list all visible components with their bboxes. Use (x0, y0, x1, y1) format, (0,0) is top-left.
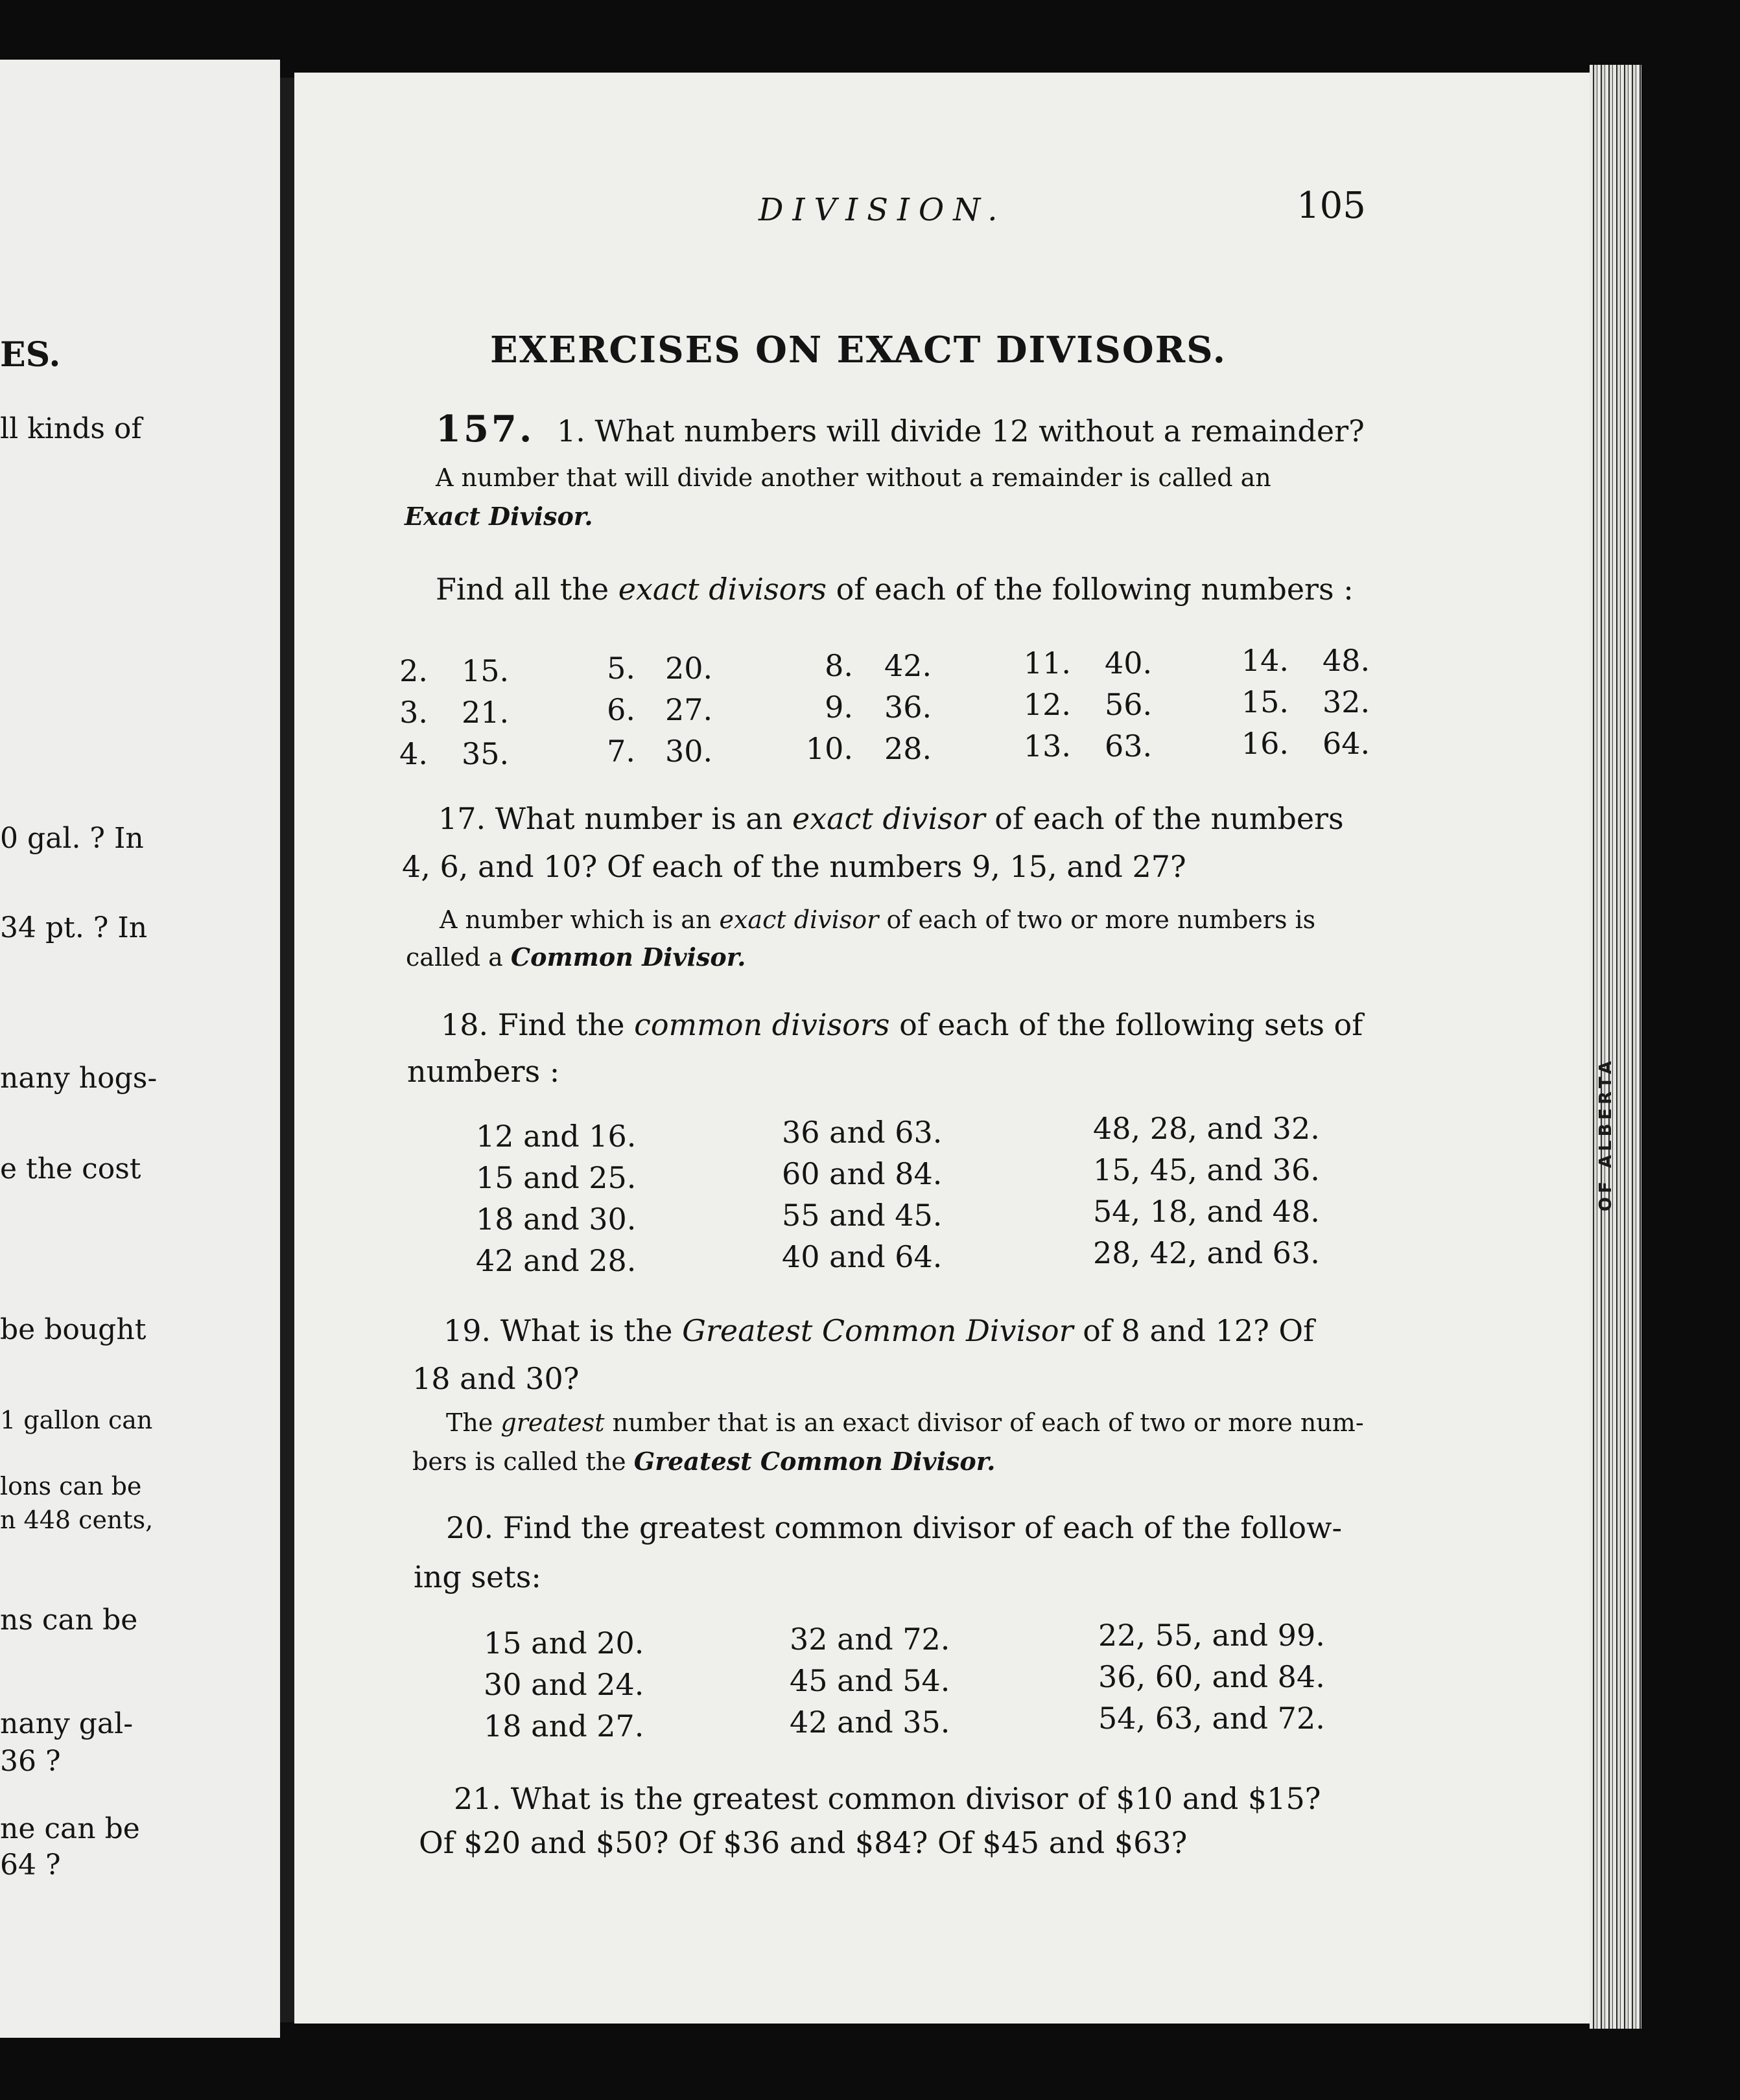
exercise-number: 6. (607, 692, 635, 727)
exercise-number: 5. (607, 651, 635, 686)
exercise-number: 14. (1241, 643, 1289, 678)
instruction-text: Find all the (436, 572, 618, 607)
left-fragment: 36 ? (0, 1745, 61, 1778)
set-item: 48, 28, and 32. (1093, 1111, 1320, 1146)
question-text: of each of the following sets of (889, 1007, 1363, 1042)
question-text: 17. What number is an (438, 801, 792, 836)
left-fragment: n 448 cents, (0, 1506, 154, 1534)
left-page (0, 60, 280, 2038)
article-number: 157. (436, 408, 535, 450)
set-item: 42 and 28. (476, 1243, 637, 1278)
question-term: common divisors (634, 1007, 890, 1042)
left-fragment: e the cost (0, 1152, 141, 1185)
question-20: 20. Find the greatest common divisor of each of the follow- (446, 1510, 1343, 1545)
exercise-value: 20. (665, 651, 713, 686)
question-19-line-2: 18 and 30? (412, 1361, 580, 1396)
note-17 (440, 907, 1315, 932)
exercise-value: 63. (1105, 729, 1153, 764)
running-head: DIVISION. (758, 192, 1007, 228)
exercise-value: 42. (884, 648, 932, 683)
note-text: A number which is an (440, 905, 720, 934)
question-text: 19. What is the (443, 1313, 683, 1348)
term-greatest-common-divisor: Greatest Common Divisor. (633, 1447, 996, 1476)
set-item: 30 and 24. (484, 1667, 644, 1702)
exercise-value: 64. (1323, 726, 1370, 761)
section-title: EXERCISES ON EXACT DIVISORS. (490, 329, 1227, 371)
question-18-line-2: numbers : (407, 1054, 560, 1089)
question-1 (436, 408, 1365, 450)
note-text: The (446, 1408, 501, 1437)
left-fragment: lons can be (0, 1472, 142, 1500)
set-item: 22, 55, and 99. (1098, 1618, 1325, 1653)
set-item: 36, 60, and 84. (1098, 1659, 1325, 1694)
set-item: 15, 45, and 36. (1093, 1152, 1320, 1187)
left-fragment: be bought (0, 1313, 147, 1346)
exercise-value: 40. (1105, 646, 1153, 681)
question-21: 21. What is the greatest common divisor of $10 and $15? (454, 1781, 1321, 1816)
exercise-number: 4. (399, 736, 428, 771)
question-text: 18. Find the (441, 1007, 635, 1042)
question-term: Greatest Common Divisor (682, 1313, 1074, 1348)
question-17 (438, 801, 1344, 836)
set-item: 12 and 16. (476, 1119, 637, 1154)
exercise-value: 35. (462, 736, 510, 771)
set-item: 28, 42, and 63. (1093, 1235, 1320, 1270)
note-19-line-2 (412, 1449, 996, 1474)
set-item: 54, 63, and 72. (1098, 1701, 1325, 1736)
exercise-value: 21. (462, 695, 510, 730)
term-exact-divisor: Exact Divisor. (405, 502, 593, 531)
left-fragment: ll kinds of (0, 412, 142, 445)
set-item: 32 and 72. (790, 1622, 950, 1657)
exercise-number: 11. (1023, 646, 1071, 681)
exercise-value: 27. (665, 692, 713, 727)
set-item: 45 and 54. (790, 1663, 950, 1698)
note-text: of each of two or more numbers is (878, 905, 1316, 934)
question-text: of each of the numbers (985, 801, 1344, 836)
note-line: A number that will divide another without a remainder is called an (436, 463, 1271, 492)
left-fragment: 1 gallon can (0, 1406, 153, 1434)
set-item: 60 and 84. (782, 1156, 943, 1191)
note-term: greatest (500, 1408, 605, 1437)
exercise-value: 48. (1323, 643, 1370, 678)
exercise-value: 32. (1323, 684, 1370, 719)
instruction-text: of each of the following numbers : (826, 572, 1354, 607)
set-item: 18 and 27. (484, 1709, 644, 1744)
set-item: 15 and 25. (476, 1160, 637, 1195)
question-18 (441, 1007, 1363, 1042)
question-term: exact divisor (792, 801, 985, 836)
set-item: 18 and 30. (476, 1202, 637, 1237)
left-fragment: ns can be (0, 1604, 138, 1637)
exercise-number: 3. (399, 695, 428, 730)
left-fragment: 0 gal. ? In (0, 822, 144, 855)
instruction-find-exact (436, 572, 1354, 607)
exercise-value: 28. (884, 731, 932, 766)
exercise-number: 16. (1241, 726, 1289, 761)
note-term: exact divisor (719, 905, 879, 934)
exercise-number: 8. (825, 648, 853, 683)
exercise-value: 56. (1105, 687, 1153, 722)
set-item: 54, 18, and 48. (1093, 1194, 1320, 1229)
note-17-line-2 (406, 942, 746, 972)
instruction-term: exact divisors (618, 572, 827, 607)
exercise-value: 30. (665, 734, 713, 769)
set-item: 55 and 45. (782, 1198, 943, 1233)
note-text: bers is called the (412, 1447, 634, 1476)
book-gutter (280, 78, 294, 2022)
edge-stamp: OF ALBERTA (1596, 1057, 1616, 1211)
exercise-number: 9. (825, 690, 853, 725)
exercise-number: 12. (1023, 687, 1071, 722)
note-text: called a (406, 943, 511, 972)
exercise-number: 7. (607, 734, 635, 769)
term-common-divisor: Common Divisor. (510, 942, 746, 972)
exercise-value: 36. (884, 690, 932, 725)
set-item: 36 and 63. (782, 1115, 943, 1150)
left-fragment: ES. (0, 335, 61, 375)
question-text: 1. What numbers will divide 12 without a remainder? (557, 414, 1365, 449)
exercise-value: 15. (462, 653, 510, 688)
page-number: 105 (1297, 185, 1366, 227)
left-fragment: nany hogs- (0, 1062, 158, 1095)
question-17-line-2: 4, 6, and 10? Of each of the numbers 9, 15, and 27? (402, 849, 1186, 884)
left-fragment: nany gal- (0, 1707, 134, 1740)
exercise-number: 10. (805, 731, 853, 766)
set-item: 42 and 35. (790, 1705, 950, 1740)
left-fragment: ne can be (0, 1812, 140, 1845)
exercise-number: 13. (1023, 729, 1071, 764)
question-text: of 8 and 12? Of (1073, 1313, 1315, 1348)
note-19 (446, 1410, 1364, 1435)
note-text: number that is an exact divisor of each of two or more num- (604, 1408, 1364, 1437)
set-item: 40 and 64. (782, 1239, 943, 1274)
set-item: 15 and 20. (484, 1626, 644, 1661)
question-20-line-2: ing sets: (414, 1559, 541, 1594)
question-19 (443, 1313, 1315, 1348)
left-fragment: 64 ? (0, 1849, 61, 1882)
exercise-number: 2. (399, 653, 428, 688)
left-fragment: 34 pt. ? In (0, 911, 148, 944)
question-21-line-2: Of $20 and $50? Of $36 and $84? Of $45 and $63? (419, 1825, 1188, 1860)
exercise-number: 15. (1241, 684, 1289, 719)
